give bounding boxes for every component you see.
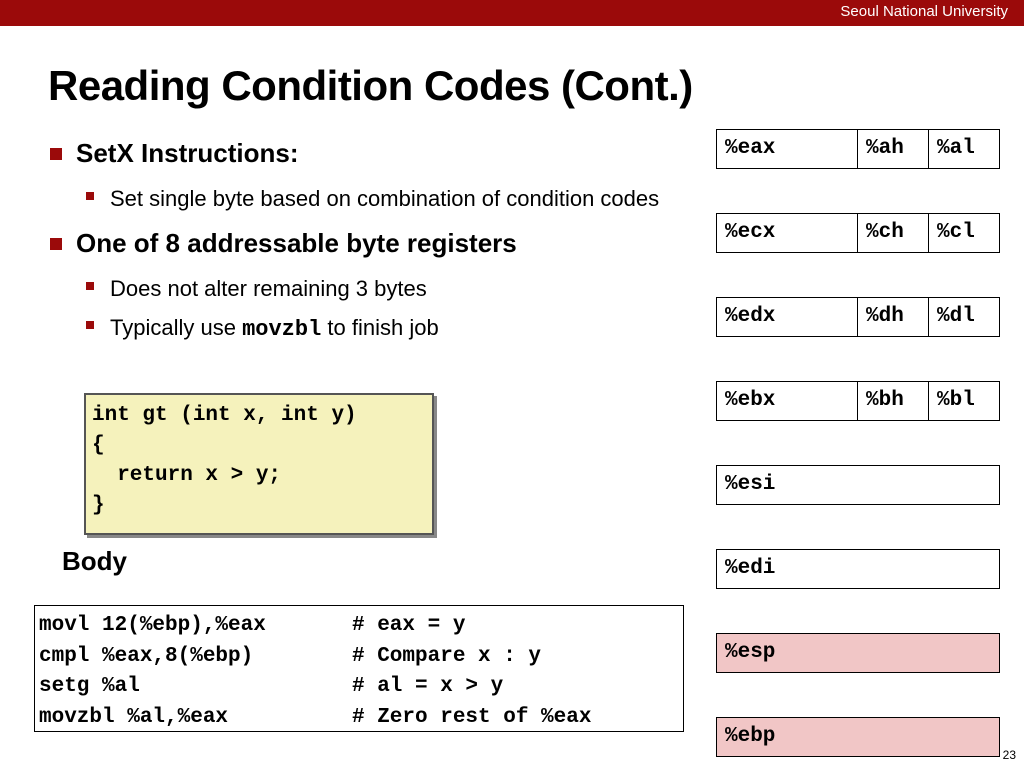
register-high-byte: %dh: [858, 298, 929, 336]
asm-instruction: movzbl %al,%eax: [39, 705, 229, 729]
register-ecx: [716, 213, 1000, 253]
sub-bullet-regs-1-text: Does not alter remaining 3 bytes: [110, 276, 427, 301]
page-number: 23: [1002, 748, 1016, 762]
asm-line: [39, 672, 679, 703]
bullet-regs: [48, 228, 708, 259]
asm-line: [39, 611, 679, 642]
sub-bullet-regs-2: [48, 310, 708, 347]
register-low-byte: %cl: [937, 221, 975, 244]
register-edi: [716, 549, 1000, 589]
asm-comment: # Zero rest of %eax: [352, 705, 592, 729]
register-name: %ebx: [717, 382, 858, 420]
sub-bullet-setx-text: Set single byte based on combination of condition codes: [110, 186, 660, 211]
c-code-line: int gt (int x, int y): [92, 404, 357, 427]
register-esp: [716, 633, 1000, 673]
sub-bullet-regs-1: [48, 271, 708, 306]
register-name: %esp: [725, 641, 776, 664]
asm-instruction: movl 12(%ebp),%eax: [39, 614, 266, 637]
asm-line: [39, 703, 679, 734]
square-bullet-icon: [50, 238, 62, 250]
slide-title: Reading Condition Codes (Cont.): [48, 62, 693, 109]
register-name: %ecx: [717, 214, 858, 252]
bullet-regs-text: One of 8 addressable byte registers: [76, 228, 517, 258]
square-bullet-icon: [86, 282, 94, 290]
sub-bullet-setx: [48, 181, 708, 216]
c-code-box: [84, 393, 434, 535]
register-name: %edx: [717, 298, 858, 336]
asm-comment: # Compare x : y: [352, 644, 542, 668]
register-low-byte: %dl: [937, 305, 975, 328]
register-esi: [716, 465, 1000, 505]
register-high-byte: %ch: [858, 214, 929, 252]
sub-bullet-regs-2-post: to finish job: [321, 315, 439, 340]
asm-comment: # eax = y: [352, 614, 466, 637]
c-code-line: }: [92, 494, 105, 517]
register-name: %eax: [717, 130, 858, 168]
register-name: %edi: [725, 557, 776, 580]
header-bar: [0, 0, 1024, 26]
register-high-byte: %bh: [858, 382, 929, 420]
register-ebx: [716, 381, 1000, 421]
body-label: Body: [62, 546, 127, 576]
movzbl-code: movzbl: [242, 317, 322, 342]
register-name: %ebp: [725, 725, 776, 748]
register-ebp: [716, 717, 1000, 757]
square-bullet-icon: [86, 192, 94, 200]
assembly-box: [34, 605, 684, 732]
register-low-byte: %al: [937, 137, 975, 160]
register-edx: [716, 297, 1000, 337]
square-bullet-icon: [86, 321, 94, 329]
bullet-setx: [48, 138, 708, 169]
asm-line: [39, 642, 679, 673]
register-eax: [716, 129, 1000, 169]
square-bullet-icon: [50, 148, 62, 160]
c-code-line: return x > y;: [92, 464, 282, 487]
asm-instruction: cmpl %eax,8(%ebp): [39, 644, 254, 668]
register-low-byte: %bl: [937, 389, 975, 412]
register-high-byte: %ah: [858, 130, 929, 168]
c-code-line: {: [92, 434, 105, 457]
university-name: Seoul National University: [840, 3, 1008, 20]
sub-bullet-regs-2-pre: Typically use: [110, 315, 243, 340]
register-name: %esi: [725, 473, 776, 496]
bullet-setx-text: SetX Instructions:: [76, 138, 299, 168]
bullet-list: [48, 138, 708, 351]
asm-instruction: setg %al: [39, 675, 140, 698]
asm-comment: # al = x > y: [352, 675, 504, 698]
